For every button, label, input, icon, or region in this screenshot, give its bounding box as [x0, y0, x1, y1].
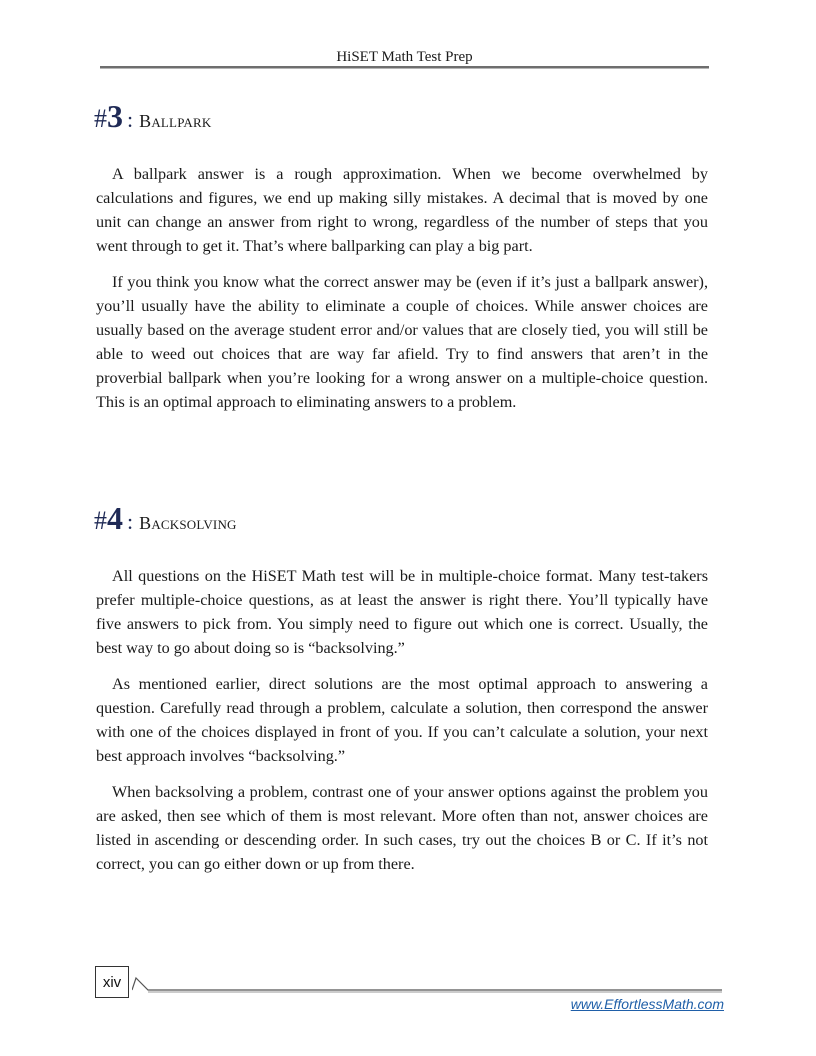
paragraph: All questions on the HiSET Math test will be in multiple-choice format. Many test-takers prefer multiple-choice questions, as at least the answer is right there. You’ll typically have five answers to pick from. You simply need to figure out which one is correct. Usually, the best way to go about doing so is “backsolving.” [96, 567, 708, 657]
section-colon: : [127, 509, 134, 534]
paragraph: As mentioned earlier, direct solutions are the most optimal approach to answering a question. Carefully read through a problem, calculate a solution, then correspond the answer with one of the choices displayed in front of you. If you can’t calculate a solution, your next best approach involves “backsolving.” [96, 675, 708, 765]
paragraph: A ballpark answer is a rough approximation. When we become overwhelmed by calculations and figures, we end up making silly mistakes. A decimal that is moved by one unit can change an answer from right to wrong, regardless of the number of steps that you went through to get it. That’s where ballparking can play a big part. [96, 165, 708, 255]
page-number: xiv [95, 966, 129, 998]
paragraph: If you think you know what the correct answer may be (even if it’s just a ballpark answer), you’ll usually have the ability to eliminate a couple of choices. While answer choices are usually based on the average student error and/or values that are closely tied, you will still be able to weed out choices that are way far afield. Try to find answers that aren’t in the proverbial ballpark when you’re looking for a wrong answer on a multiple-choice question. This is an optimal approach to eliminating answers to a problem. [96, 273, 708, 411]
section-title: Ballpark [139, 111, 212, 131]
section-number: 4 [107, 500, 123, 536]
header-rule [100, 66, 709, 68]
footer-rule [132, 972, 724, 996]
paragraph: When backsolving a problem, contrast one of your answer options against the problem you are asked, then see which of them is most relevant. More often than not, answer choices are listed in ascending or descending order. In such cases, try out the choices B or C. If it’s not correct, you can go either down or up from there. [96, 783, 708, 873]
section-heading-ballpark [94, 98, 212, 135]
section-title: Backsolving [139, 513, 237, 533]
section-number: 3 [107, 98, 123, 134]
section-hash: # [94, 506, 107, 535]
section-hash: # [94, 104, 107, 133]
section-colon: : [127, 107, 134, 132]
section-heading-backsolving [94, 500, 237, 537]
website-link[interactable]: www.EffortlessMath.com [570, 996, 724, 1012]
running-header: HiSET Math Test Prep [336, 49, 473, 65]
